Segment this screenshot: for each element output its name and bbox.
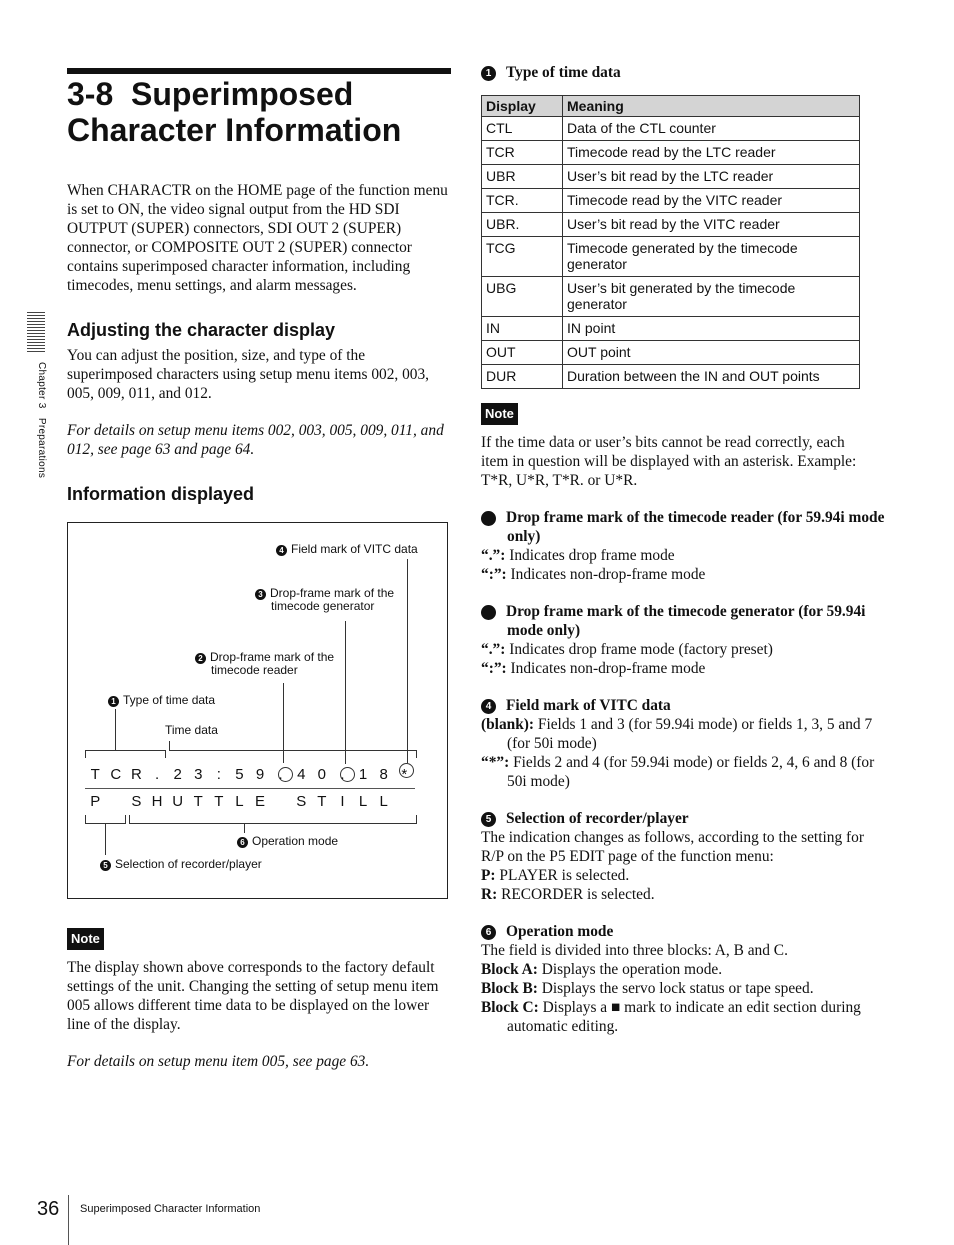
label-field-mark: 4 Field mark of VITC data (276, 543, 418, 556)
bracket-time (169, 750, 417, 751)
adjust-xref: For details on setup menu items 002, 003, 005, 009, 011, and 012, see page 63 and page 64. (67, 422, 444, 458)
item6-heading: 6 Operation mode (481, 922, 613, 941)
item5-line2: R: RECORDER is selected. (481, 886, 655, 903)
table-cell-meaning: Timecode read by the VITC reader (563, 189, 860, 213)
table-cell-display: UBR (482, 165, 563, 189)
num-badge-3: 3 (255, 589, 266, 600)
item5-body: The indication changes as follows, according to the setting for R/P on the P5 EDIT page of the function menu: (481, 829, 864, 865)
item6-block-b: Block B: Displays the servo lock status or tape speed. (481, 980, 814, 997)
label-op-mode: 6 Operation mode (237, 835, 338, 848)
table-row (482, 365, 860, 389)
table-row (482, 117, 860, 141)
grid-cell (394, 789, 415, 815)
adjust-body: You can adjust the position, size, and type of the superimposed characters using setup menu items 002, 003, 005, 009, 011, and 012. (67, 347, 430, 402)
chapter-side-label: Chapter 3 Preparations (36, 362, 47, 479)
adjust-heading: Adjusting the character display (67, 320, 336, 340)
intro-paragraph: When CHARACTR on the HOME page of the function menu is set to ON, the video signal output from the HD SDI OUTPUT (SUPER) connectors, SDI OUT 2 (SUPER) connector, or COMPOSITE OUT 2 (SUPER) connector contains superimposed character information, including timecodes, menu settings, and alarm messages. (67, 182, 448, 294)
grid-row-2 (85, 789, 415, 816)
leader-4 (407, 559, 408, 763)
num-badge-1: 1 (481, 66, 496, 81)
title-line-1: 3-8 Superimposed (67, 76, 354, 112)
time-data-table (481, 95, 860, 389)
note-right-body: If the time data or user’s bits cannot be read correctly, each item in question will be displayed with an asterisk. Example: T*R, U*R, T*R. or U*R. (481, 434, 857, 489)
table-cell-meaning: Duration between the IN and OUT points (563, 365, 860, 389)
grid-cell: 1 (358, 766, 368, 783)
bracket-type (85, 750, 166, 751)
item2-heading: 2 Drop frame mark of the timecode reader (for 59.94i mode only) (472, 509, 885, 545)
footer-title: Superimposed Character Information (80, 1203, 261, 1215)
leader-3 (345, 621, 346, 764)
grid-cell (270, 789, 291, 815)
table-cell-display: OUT (482, 341, 563, 365)
table-cell-display: CTL (482, 117, 563, 141)
grid-cell: P (90, 793, 101, 810)
chapter-tab-marker (27, 312, 45, 354)
item4-heading: 4 Field mark of VITC data (481, 696, 671, 715)
item6-block-c: Block C: Displays a ■ mark to indicate an edit section during automatic editing. (481, 999, 861, 1035)
item6-block-a: Block A: Displays the operation mode. (481, 961, 723, 978)
grid-cell: S (131, 793, 142, 810)
grid-cell: T (193, 793, 203, 810)
table-header-row (482, 96, 860, 117)
label-df-reader: 2 Drop-frame mark of the timecode reader (195, 651, 334, 677)
table-header-meaning: Meaning (563, 96, 860, 117)
item3-line2: “:”: Indicates non-drop-frame mode (481, 660, 706, 677)
table-row (482, 165, 860, 189)
note-badge-right: Note (481, 403, 518, 425)
grid-cell: 5 (235, 766, 244, 783)
item2-line2: “:”: Indicates non-drop-frame mode (481, 566, 706, 583)
title-line-2: Character Information (67, 112, 402, 148)
grid-cell: 0 (317, 766, 327, 783)
grid-cell: * (401, 766, 408, 783)
label-time-data: Time data (165, 723, 218, 737)
table-cell-meaning: IN point (563, 317, 860, 341)
num-badge-4: 4 (481, 699, 496, 714)
label-rec-player: 5 Selection of recorder/player (100, 858, 262, 871)
table-cell-display: TCR. (482, 189, 563, 213)
grid-cell: U (172, 793, 184, 810)
table-header-display: Display (482, 96, 563, 117)
label-type-time: 1 Type of time data (108, 694, 215, 707)
num-badge-3: 3 (481, 605, 496, 620)
num-badge-2: 2 (195, 653, 206, 664)
grid-cell: . (154, 766, 160, 783)
note-left-body: The display shown above corresponds to the factory default settings of the unit. Changing the setting of setup menu item 005 allows different time data to be displayed on the lower line of the display. (67, 959, 439, 1033)
footer-rule (68, 1195, 69, 1245)
table-cell-display: IN (482, 317, 563, 341)
table-row (482, 213, 860, 237)
table-cell-meaning: OUT point (563, 341, 860, 365)
table-cell-meaning: Data of the CTL counter (563, 117, 860, 141)
item4-line1: (blank): Fields 1 and 3 (for 59.94i mode) or fields 1, 3, 5 and 7 (for 50i mode) (481, 716, 873, 752)
item3-heading: 3 Drop frame mark of the timecode generator (for 59.94i mode only) (472, 603, 866, 639)
grid-cell: R (131, 766, 142, 783)
grid-cell (106, 789, 127, 815)
table-cell-display: TCG (482, 237, 563, 277)
item5-line1: P: PLAYER is selected. (481, 867, 630, 884)
grid-cell: T (317, 793, 327, 810)
num-badge-2: 2 (481, 511, 496, 526)
bracket-op (129, 823, 417, 824)
page-title (67, 76, 457, 148)
table-cell-meaning: Timecode generated by the timecode generator (563, 237, 860, 277)
grid-cell: E (255, 793, 266, 810)
grid-row-1 (85, 762, 415, 789)
item5-heading: 5 Selection of recorder/player (481, 809, 689, 828)
table-row (482, 317, 860, 341)
grid-cell: 8 (379, 766, 388, 783)
table-row (482, 189, 860, 213)
grid-cell: H (151, 793, 163, 810)
num-badge-1: 1 (108, 696, 119, 707)
grid-cell: 3 (194, 766, 203, 783)
grid-cell: 9 (255, 766, 265, 783)
num-badge-6: 6 (481, 925, 496, 940)
note-left-xref: For details on setup menu item 005, see page 63. (67, 1053, 370, 1070)
leader-1 (115, 709, 116, 750)
label-df-generator: 3 Drop-frame mark of the timecode generator (255, 587, 394, 613)
num-badge-5: 5 (481, 812, 496, 827)
grid-cell: L (379, 793, 388, 810)
grid-cell: 4 (297, 766, 306, 783)
info-heading: Information displayed (67, 484, 255, 504)
grid-cell: T (214, 793, 224, 810)
grid-cell: : (216, 766, 221, 783)
grid-cell: . (340, 766, 345, 783)
table-cell-meaning: User’s bit read by the VITC reader (563, 213, 860, 237)
table-cell-meaning: Timecode read by the LTC reader (563, 141, 860, 165)
page-number: 36 (37, 1198, 60, 1220)
leader-5 (105, 823, 106, 855)
num-badge-4: 4 (276, 545, 287, 556)
grid-cell: C (110, 766, 122, 783)
item4-line2: “*”: Fields 2 and 4 (for 59.94i mode) or fields 2, 4, 6 and 8 (for 50i mode) (481, 754, 875, 790)
table-row (482, 341, 860, 365)
title-rule (67, 68, 451, 74)
item6-body: The field is divided into three blocks: A, B and C. (481, 942, 788, 959)
table-cell-meaning: User’s bit generated by the timecode generator (563, 277, 860, 317)
grid-cell: I (340, 793, 345, 810)
item1-heading: 1 Type of time data (481, 63, 621, 82)
table-cell-meaning: User’s bit read by the LTC reader (563, 165, 860, 189)
num-badge-6: 6 (237, 837, 248, 848)
table-cell-display: UBR. (482, 213, 563, 237)
grid-cell: T (90, 766, 100, 783)
item3-line1: “.”: Indicates drop frame mode (factory preset) (481, 641, 773, 658)
grid-cell: S (296, 793, 307, 810)
leader-2 (283, 683, 284, 763)
item2-line1: “.”: Indicates drop frame mode (481, 547, 675, 564)
character-grid (85, 762, 415, 817)
table-row (482, 237, 860, 277)
display-diagram (67, 522, 448, 899)
grid-cell: L (358, 793, 368, 810)
table-cell-display: DUR (482, 365, 563, 389)
grid-cell: . (278, 766, 283, 783)
table-row (482, 141, 860, 165)
table-row (482, 277, 860, 317)
table-cell-display: TCR (482, 141, 563, 165)
leader-6 (244, 823, 245, 833)
num-badge-5: 5 (100, 860, 111, 871)
grid-cell: L (235, 793, 244, 810)
note-badge-left: Note (67, 928, 104, 950)
table-cell-display: UBG (482, 277, 563, 317)
grid-cell: 2 (173, 766, 182, 783)
